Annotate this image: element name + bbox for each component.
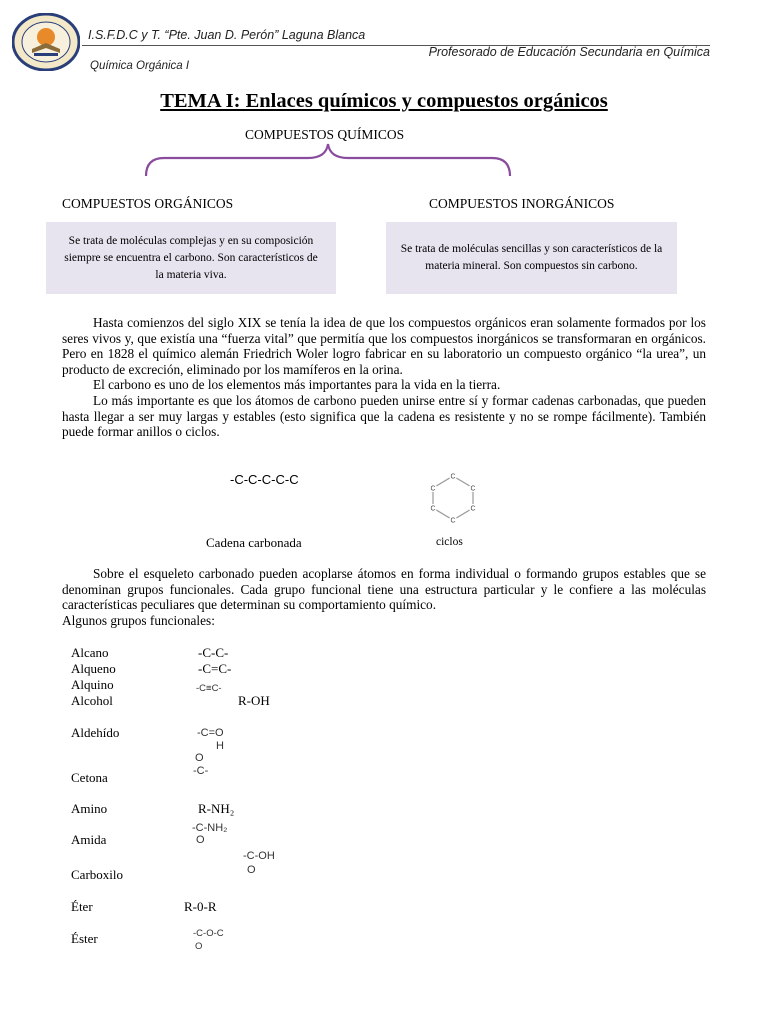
paragraph-chains: Lo más importante es que los átomos de carbono pueden unirse entre sí y formar cadenas carbonadas, que pueden hasta llegar a ser muy largas y estables (esto significa que la cadena es resistente y no se rompe fácilmente). También puede formar anillos o ciclos.: [62, 392, 706, 440]
carbon-chain-formula: -C-C-C-C-C: [230, 472, 299, 487]
fg-name-alquino: Alquino: [71, 677, 114, 692]
fg-sub-ester: O: [195, 941, 203, 952]
fg-name-alqueno: Alqueno: [71, 661, 116, 676]
fg-formula-alquino: -C≡C-: [196, 683, 222, 694]
fg-name-alcohol: Alcohol: [71, 693, 113, 708]
fg-formula-aldehido: -C=O: [197, 727, 224, 739]
functional-groups-heading: Algunos grupos funcionales:: [62, 612, 215, 628]
fg-formula-alcano: -C-C-: [198, 645, 229, 660]
fg-formula-amida: -C-NH₂: [192, 822, 228, 834]
fg-sub-aldehido: H: [216, 740, 224, 752]
fg-name-amino: Amino: [71, 801, 108, 816]
fg-sub-amida: O: [196, 834, 205, 846]
institution-name: I.S.F.D.C y T. “Pte. Juan D. Perón” Laguna Blanca: [88, 28, 366, 42]
inorganic-label: COMPUESTOS INORGÁNICOS: [429, 196, 615, 211]
inorganic-description: Se trata de moléculas sencillas y son característicos de la materia mineral. Son compuestos sin carbono.: [386, 222, 677, 294]
ring-atom-label: C: [450, 517, 456, 525]
carbon-ring-figure: [418, 468, 488, 528]
ring-atom-label: C: [430, 485, 436, 493]
fg-name-aldehido: Aldehído: [71, 725, 120, 740]
diagram-root-label: COMPUESTOS QUÍMICOS: [245, 127, 405, 142]
organic-description: Se trata de moléculas complejas y en su composición siempre se encuentra el carbono. Son característicos de la materia viva.: [46, 222, 336, 294]
fg-name-amida: Amida: [71, 832, 107, 847]
fg-formula-alcohol: R-OH: [238, 693, 270, 708]
course-name: Química Orgánica I: [90, 60, 190, 72]
fg-name-ester: Éster: [71, 931, 98, 946]
program-name: Profesorado de Educación Secundaria en Química: [428, 45, 710, 59]
fg-formula-cetona: -C-: [193, 765, 209, 777]
fg-formula-amino: R-NH₂: [198, 801, 235, 816]
chain-caption: Cadena carbonada: [206, 535, 302, 550]
functional-groups-intro: [62, 566, 706, 628]
organic-label: COMPUESTOS ORGÁNICOS: [62, 196, 234, 211]
fg-formula-eter: R-0-R: [184, 899, 217, 914]
fg-sub-carboxilo: O: [247, 864, 256, 876]
fg-formula-carboxilo: -C-OH: [243, 850, 275, 862]
institution-logo: [12, 13, 80, 71]
fg-name-eter: Éter: [71, 899, 93, 914]
fg-name-carboxilo: Carboxilo: [71, 867, 123, 882]
paragraph-history: Hasta comienzos del siglo XIX se tenía la idea de que los compuestos orgánicos eran solamente formados por los seres vivos y, que existía una “fuerza vital” que permitía que los compuestos inorgánicos se transformaran en orgánicos. Pero en 1828 el químico alemán Friedrich Woler logro fabricar en su laboratorio un compuesto orgánico “la urea”, un producto de excreción, eliminado por los mamíferos en la orina.: [62, 315, 706, 377]
intro-paragraphs: [62, 315, 706, 440]
ring-atom-label: C: [470, 505, 476, 513]
ring-caption: ciclos: [436, 536, 463, 548]
paragraph-functional-groups: Sobre el esqueleto carbonado pueden acoplarse átomos en forma individual o formando grupos estables que se denominan grupos funcionales. Cada grupo funcional tiene una estructura particular y le confiere a las moléculas características peculiares que determinan su comportamiento químico.: [62, 566, 706, 613]
ring-atom-label: C: [470, 485, 476, 493]
diagram-bracket: [140, 140, 520, 180]
fg-name-alcano: Alcano: [71, 645, 109, 660]
ring-atom-label: C: [430, 505, 436, 513]
ring-atom-label: C: [450, 473, 456, 481]
fg-sub-cetona: O: [195, 752, 204, 764]
fg-formula-alqueno: -C=C-: [198, 661, 232, 676]
page-title: TEMA I: Enlaces químicos y compuestos orgánicos: [160, 90, 608, 112]
paragraph-carbon: El carbono es uno de los elementos más importantes para la vida en la tierra.: [93, 377, 501, 393]
fg-name-cetona: Cetona: [71, 770, 108, 785]
fg-formula-ester: -C-O-C: [193, 928, 224, 939]
